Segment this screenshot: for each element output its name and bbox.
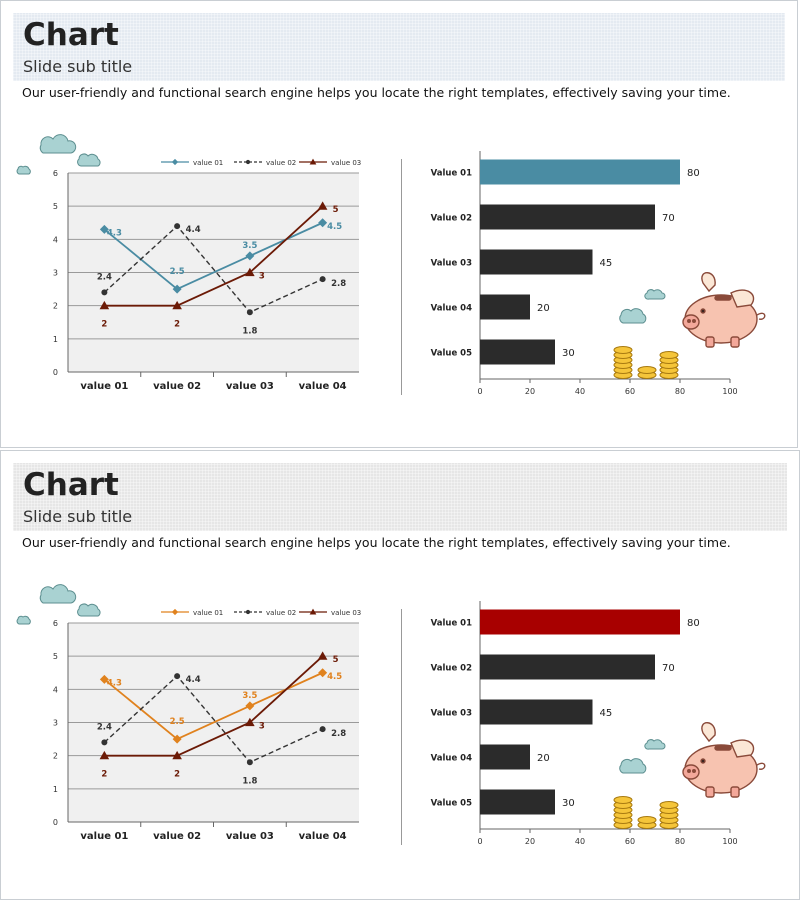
slide-subtitle: Slide sub title (23, 57, 133, 76)
legend-label: value 03 (331, 159, 362, 167)
category-label: Value 03 (430, 258, 472, 269)
data-label: 1.8 (242, 326, 258, 337)
y-tick-label: 4 (52, 685, 58, 695)
data-label: 2 (101, 769, 108, 780)
x-tick-label: 100 (722, 837, 738, 846)
data-label: 4.5 (327, 671, 343, 682)
data-label: 1.8 (242, 776, 258, 787)
data-label: 5 (332, 655, 339, 666)
data-label: 70 (662, 213, 675, 224)
x-tick-label: 40 (574, 837, 586, 846)
y-tick-label: 2 (52, 751, 58, 761)
data-label: 2.5 (169, 267, 185, 278)
bar (480, 250, 593, 275)
x-tick-label: 40 (574, 387, 586, 396)
legend-label: value 02 (266, 159, 297, 167)
legend-label: value 02 (266, 609, 297, 617)
slide-title: Chart (23, 17, 119, 53)
data-label: 30 (562, 348, 575, 359)
y-tick-label: 6 (52, 619, 58, 628)
data-label: 2.4 (96, 272, 112, 283)
x-tick-label: value 04 (298, 831, 347, 842)
bar (480, 295, 530, 320)
data-label: 45 (599, 708, 613, 719)
data-label: 45 (599, 258, 613, 269)
data-label: 20 (537, 753, 550, 764)
x-tick-label: value 02 (153, 831, 202, 842)
bar (480, 700, 593, 725)
data-label: 2.4 (96, 722, 112, 733)
data-label: 2.8 (331, 279, 347, 290)
x-tick-label: value 04 (298, 381, 347, 392)
x-tick-label: value 02 (153, 381, 202, 392)
x-tick-label: 80 (674, 837, 686, 846)
category-label: Value 02 (430, 213, 472, 224)
data-label: 30 (562, 798, 575, 809)
data-label: 2 (101, 319, 108, 330)
category-label: Value 02 (430, 663, 472, 674)
bar (480, 205, 655, 230)
piggy-bank-icon (611, 265, 771, 385)
category-label: Value 01 (430, 168, 472, 179)
slide-description: Our user-friendly and functional search engine helps you locate the right templates, effectively saving your time. (22, 85, 731, 100)
y-tick-label: 2 (52, 301, 58, 311)
bar (480, 745, 530, 770)
data-label: 4.4 (185, 675, 201, 686)
y-tick-label: 0 (52, 368, 58, 377)
data-label: 4.3 (106, 228, 122, 239)
x-tick-label: 0 (477, 387, 483, 396)
data-label: 5 (332, 205, 339, 216)
data-label: 3 (258, 271, 265, 282)
slide-description: Our user-friendly and functional search engine helps you locate the right templates, effectively saving your time. (22, 535, 731, 550)
slide-2 (0, 450, 800, 900)
data-label: 2.8 (331, 729, 347, 740)
x-tick-label: value 01 (80, 381, 129, 392)
data-label: 80 (687, 618, 700, 629)
bar (480, 790, 555, 815)
bar (480, 160, 680, 185)
category-label: Value 05 (430, 348, 472, 359)
x-tick-label: 60 (624, 387, 636, 396)
y-tick-label: 3 (52, 268, 58, 278)
y-tick-label: 5 (52, 652, 58, 662)
category-label: Value 01 (430, 618, 472, 629)
coins-icon (614, 347, 678, 379)
category-label: Value 04 (430, 303, 472, 314)
data-label: 70 (662, 663, 675, 674)
y-tick-label: 5 (52, 202, 58, 212)
data-label: 3.5 (242, 690, 258, 701)
data-label: 20 (537, 303, 550, 314)
x-tick-label: 60 (624, 837, 636, 846)
category-label: Value 05 (430, 798, 472, 809)
x-tick-label: 0 (477, 837, 483, 846)
x-tick-label: value 01 (80, 831, 129, 842)
category-label: Value 04 (430, 753, 472, 764)
data-label: 2 (174, 319, 181, 330)
slide-1 (0, 0, 798, 448)
y-tick-label: 4 (52, 235, 58, 245)
data-label: 2.5 (169, 717, 185, 728)
data-label: 2 (174, 769, 181, 780)
data-label: 4.4 (185, 225, 201, 236)
x-tick-label: 20 (524, 387, 536, 396)
coins-icon (614, 797, 678, 829)
y-tick-label: 1 (52, 784, 58, 794)
x-tick-label: 80 (674, 387, 686, 396)
legend-label: value 01 (193, 159, 224, 167)
bar (480, 610, 680, 635)
bar (480, 340, 555, 365)
data-label: 3 (258, 721, 265, 732)
y-tick-label: 6 (52, 169, 58, 178)
x-tick-label: value 03 (225, 381, 274, 392)
legend-label: value 01 (193, 609, 224, 617)
y-tick-label: 3 (52, 718, 58, 728)
y-tick-label: 0 (52, 818, 58, 827)
y-tick-label: 1 (52, 334, 58, 344)
data-label: 4.5 (327, 221, 343, 232)
x-tick-label: value 03 (225, 831, 274, 842)
slide-title: Chart (23, 467, 119, 503)
x-tick-label: 20 (524, 837, 536, 846)
data-label: 80 (687, 168, 700, 179)
data-label: 4.3 (106, 678, 122, 689)
piggy-bank-icon (611, 715, 771, 835)
slide-subtitle: Slide sub title (23, 507, 133, 526)
legend-label: value 03 (331, 609, 362, 617)
bar (480, 655, 655, 680)
category-label: Value 03 (430, 708, 472, 719)
x-tick-label: 100 (722, 387, 738, 396)
data-label: 3.5 (242, 240, 258, 251)
